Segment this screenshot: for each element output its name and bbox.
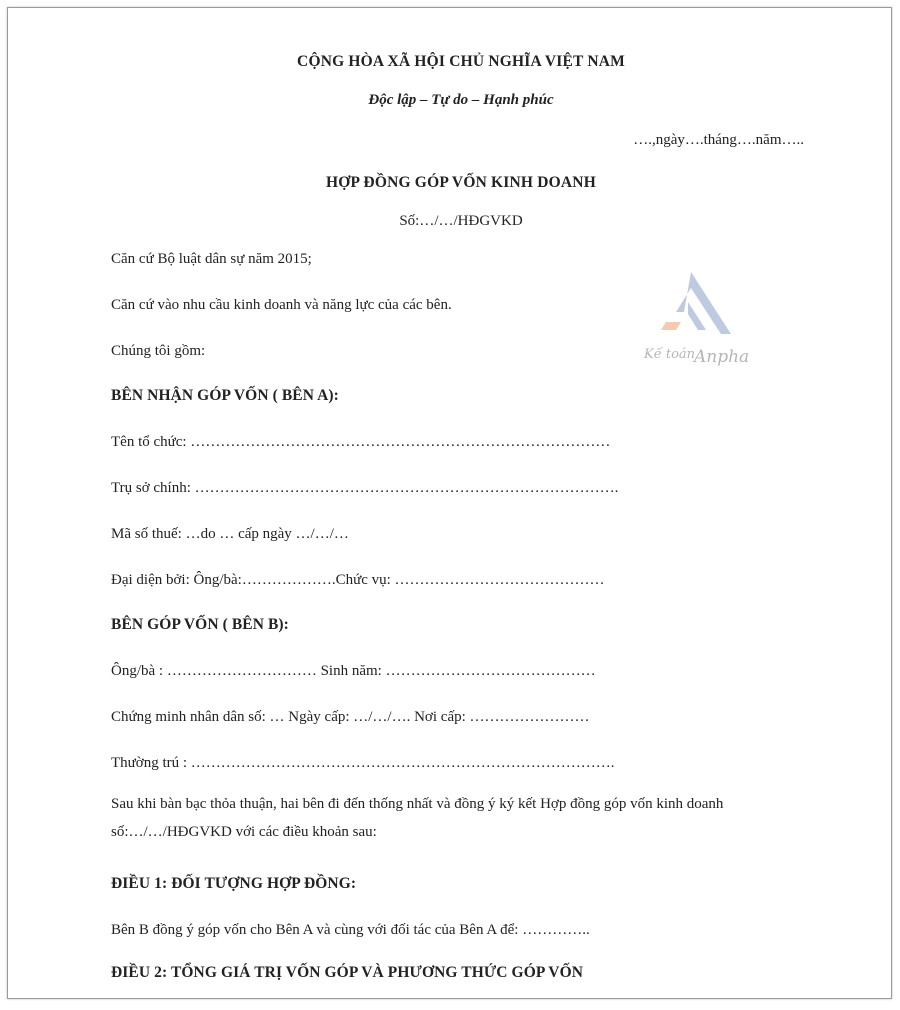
agreement-paragraph: Sau khi bàn bạc thỏa thuận, hai bên đi đến thống nhất và đồng ý ký kết Hợp đồng góp vốn kinh doanh số:…/…/HĐGVKD với các điều khoản sau:: [111, 796, 724, 840]
watermark-brand-right: Anpha: [694, 347, 750, 367]
logo-accent-icon: [661, 322, 681, 330]
country-heading: CỘNG HÒA XÃ HỘI CHỦ NGHĨA VIỆT NAM: [297, 53, 625, 70]
party-a-head-office: Trụ sở chính: ………………………………………………………………………….: [111, 480, 619, 496]
contract-number: Số:…/…/HĐGVKD: [399, 213, 523, 229]
party-b-residence: Thường trú : ………………………………………………………………………….: [111, 755, 615, 771]
party-a-heading: BÊN NHẬN GÓP VỐN ( BÊN A):: [111, 387, 339, 404]
party-b-heading: BÊN GÓP VỐN ( BÊN B):: [111, 616, 289, 633]
date-line: ….,ngày….tháng….năm…..: [633, 132, 804, 148]
contract-title: HỢP ĐỒNG GÓP VỐN KINH DOANH: [326, 174, 596, 191]
logo-triangle-icon: [676, 272, 731, 334]
article-1-heading: ĐIỀU 1: ĐỐI TƯỢNG HỢP ĐỒNG:: [111, 875, 357, 892]
motto: Độc lập – Tự do – Hạnh phúc: [368, 92, 554, 108]
party-a-representative: Đại diện bởi: Ông/bà:……………….Chức vụ: ……………………………………: [111, 572, 605, 588]
document-page: [7, 7, 892, 999]
preamble-line: Căn cứ vào nhu cầu kinh doanh và năng lực của các bên.: [111, 297, 452, 313]
article-2-heading: ĐIỀU 2: TỔNG GIÁ TRỊ VỐN GÓP VÀ PHƯƠNG THỨC GÓP VỐN: [111, 964, 584, 981]
anpha-logo-watermark: [636, 270, 766, 370]
party-a-org-name: Tên tổ chức: …………………………………………………………………………: [111, 434, 611, 450]
watermark-brand-left: Kế toán: [644, 347, 696, 362]
party-a-tax-code: Mã số thuế: …do … cấp ngày …/…/…: [111, 526, 349, 542]
preamble-line: Chúng tôi gồm:: [111, 343, 206, 359]
preamble-line: Căn cứ Bộ luật dân sự năm 2015;: [111, 251, 312, 267]
article-1-text: Bên B đồng ý góp vốn cho Bên A và cùng với đối tác của Bên A để: …………..: [111, 922, 590, 938]
party-b-id-card: Chứng minh nhân dân số: … Ngày cấp: …/…/…. Nơi cấp: ……………………: [111, 709, 590, 725]
party-b-name-birth: Ông/bà : ………………………… Sinh năm: ……………………………………: [111, 663, 596, 679]
